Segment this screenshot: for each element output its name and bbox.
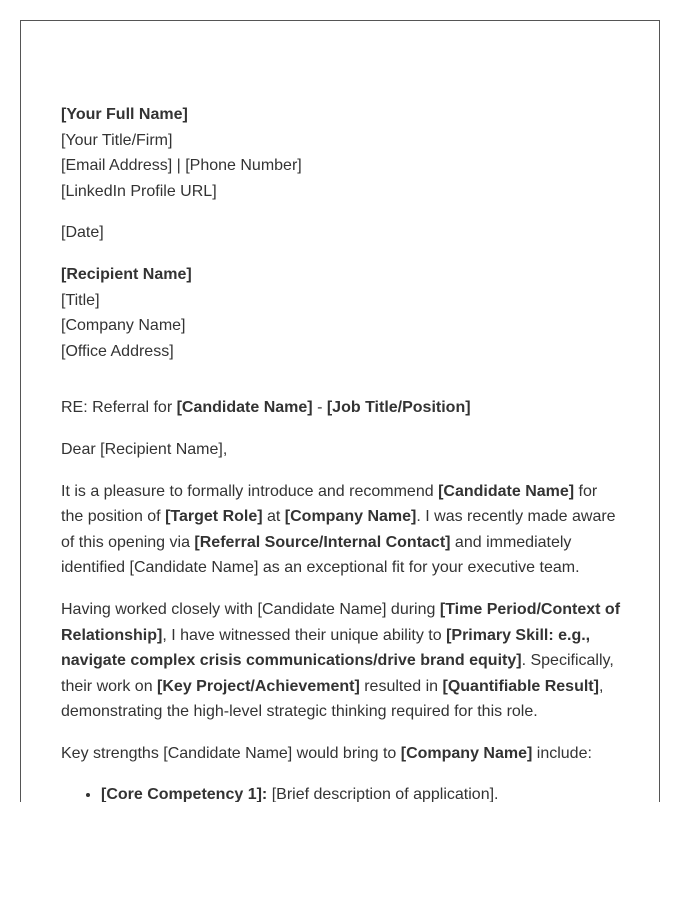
recipient-title: [Title]: [61, 291, 100, 309]
paragraph-introduction: It is a pleasure to formally introduce and recommend [Candidate Name] for the position of [Target Role] at [Company Name]. I was recently made aware of this opening via [Referral Source/Internal Contact] and immediately identified [Candidate Name] as an exceptional fit for your executive team.: [61, 482, 616, 577]
recipient-address: [Office Address]: [61, 342, 174, 360]
recipient-block: [61, 262, 621, 364]
paragraph-strengths: Key strengths [Candidate Name] would bring to [Company Name] include:: [61, 744, 592, 762]
subject-line: RE: Referral for [Candidate Name] - [Job Title/Position]: [61, 399, 471, 417]
recipient-company: [Company Name]: [61, 317, 186, 335]
salutation: Dear [Recipient Name],: [61, 440, 228, 458]
sender-name: [Your Full Name]: [61, 106, 188, 123]
sender-contact: [Email Address] | [Phone Number]: [61, 157, 302, 175]
sender-title: [Your Title/Firm]: [61, 131, 173, 149]
list-item: • [Core Competency 1]: [Brief description of application].: [101, 782, 621, 802]
sender-block: [61, 102, 621, 204]
letter-body: [61, 102, 621, 802]
competency-list: [61, 782, 621, 802]
letter-date: [Date]: [61, 224, 104, 242]
sender-linkedin: [LinkedIn Profile URL]: [61, 182, 217, 200]
letter-page: [20, 20, 660, 802]
recipient-name: [Recipient Name]: [61, 265, 192, 283]
paragraph-experience: Having worked closely with [Candidate Name] during [Time Period/Context of Relationship], I have witnessed their unique ability to [Primary Skill: e.g., navigate complex crisis communications/drive brand equity]. Specifically, their work on [Key Project/Achievement] resulted in [Quantifiable Result], demonstrating the high-level strategic thinking required for this role.: [61, 600, 621, 721]
